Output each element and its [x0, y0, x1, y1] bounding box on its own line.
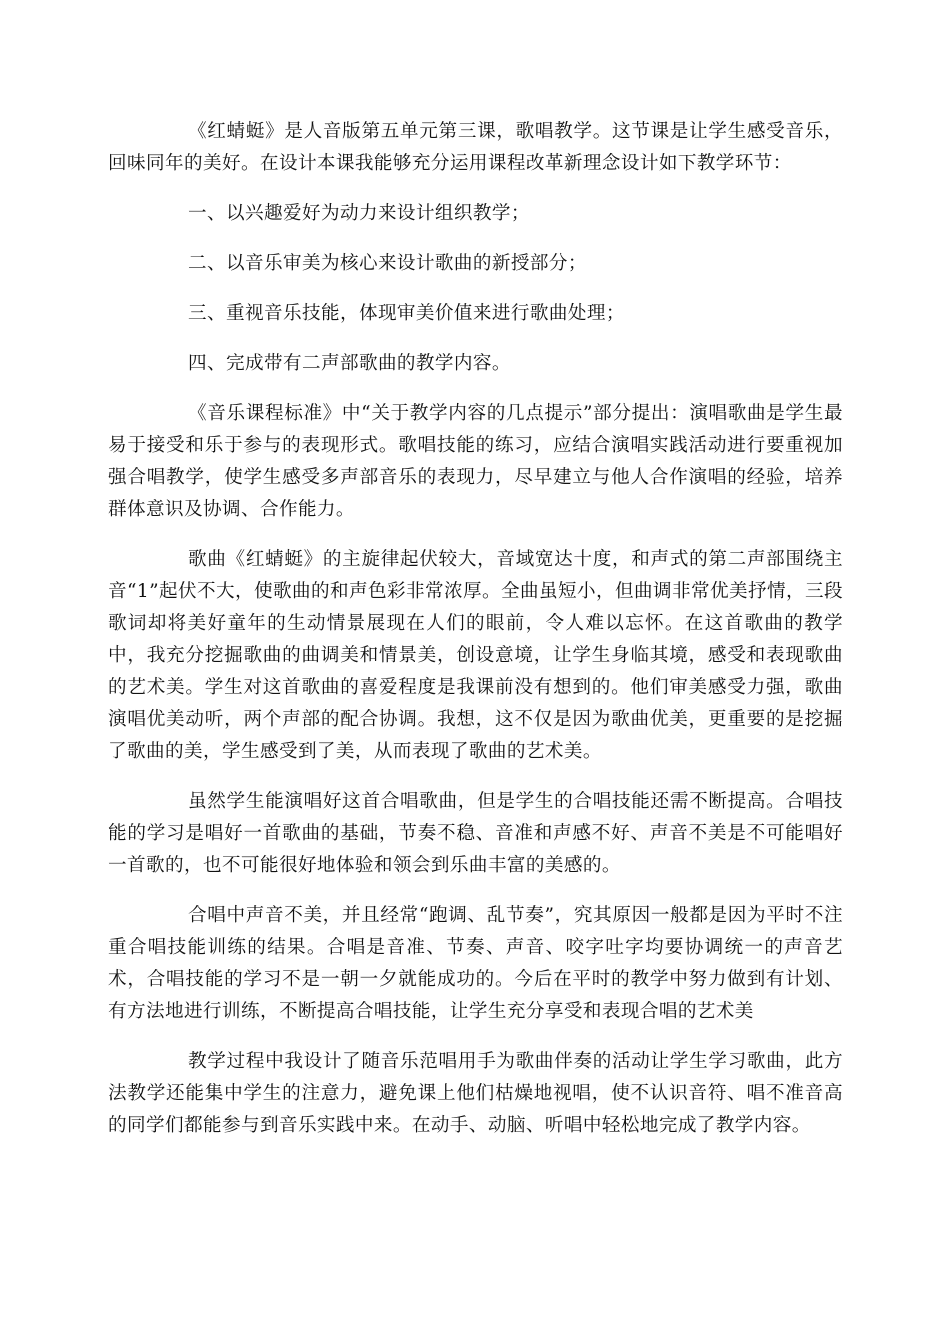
paragraph-choral-skills: 虽然学生能演唱好这首合唱歌曲，但是学生的合唱技能还需不断提高。合唱技能的学习是唱好一首歌曲的基础，节奏不稳、音准和声感不好、声音不美是不可能唱好一首歌的，也不可能很好地体验和领会到乐曲丰富的美感的。	[108, 791, 843, 876]
paragraph-teaching-process: 教学过程中我设计了随音乐范唱用手为歌曲伴奏的活动让学生学习歌曲，此方法教学还能集中学生的注意力，避免课上他们枯燥地视唱，使不认识音符、唱不准音高的同学们都能参与到音乐实践中来。在动手、动脑、听唱中轻松地完成了教学内容。	[108, 1051, 843, 1136]
paragraph-curriculum-standard: 《音乐课程标准》中“关于教学内容的几点提示”部分提出：演唱歌曲是学生最易于接受和乐于参与的表现形式。歌唱技能的练习，应结合演唱实践活动进行要重视加强合唱教学，使学生感受多声部音乐的表现力，尽早建立与他人合作演唱的经验，培养群体意识及协调、合作能力。	[108, 403, 843, 520]
document-body	[108, 116, 843, 1142]
paragraph-intro: 《红蜻蜓》是人音版第五单元第三课，歌唱教学。这节课是让学生感受音乐，回味同年的美好。在设计本课我能够充分运用课程改革新理念设计如下教学环节：	[108, 121, 843, 174]
list-item-2: 二、以音乐审美为核心来设计歌曲的新授部分；	[188, 253, 587, 274]
list-item-3: 三、重视音乐技能，体现审美价值来进行歌曲处理；	[188, 303, 625, 324]
paragraph-song-analysis: 歌曲《红蜻蜓》的主旋律起伏较大，音域宽达十度，和声式的第二声部围绕主音“1”起伏不大，使歌曲的和声色彩非常浓厚。全曲虽短小，但曲调非常优美抒情，三段歌词却将美好童年的生动情景展现在人们的眼前，令人难以忘怀。在这首歌曲的教学中，我充分挖掘歌曲的曲调美和情景美，创设意境，让学生身临其境，感受和表现歌曲的艺术美。学生对这首歌曲的喜爱程度是我课前没有想到的。他们审美感受力强，歌曲演唱优美动听，两个声部的配合协调。我想，这不仅是因为歌曲优美，更重要的是挖掘了歌曲的美，学生感受到了美，从而表现了歌曲的艺术美。	[108, 549, 843, 762]
paragraph-reflection: 合唱中声音不美，并且经常“跑调、乱节奏”，究其原因一般都是因为平时不注重合唱技能训练的结果。合唱是音准、节奏、声音、咬字吐字均要协调统一的声音艺术，合唱技能的学习不是一朝一夕就能成功的。今后在平时的教学中努力做到有计划、有方法地进行训练，不断提高合唱技能，让学生充分享受和表现合唱的艺术美	[108, 905, 843, 1022]
list-item-4: 四、完成带有二声部歌曲的教学内容。	[188, 353, 511, 374]
list-item-1: 一、以兴趣爱好为动力来设计组织教学；	[188, 203, 530, 224]
